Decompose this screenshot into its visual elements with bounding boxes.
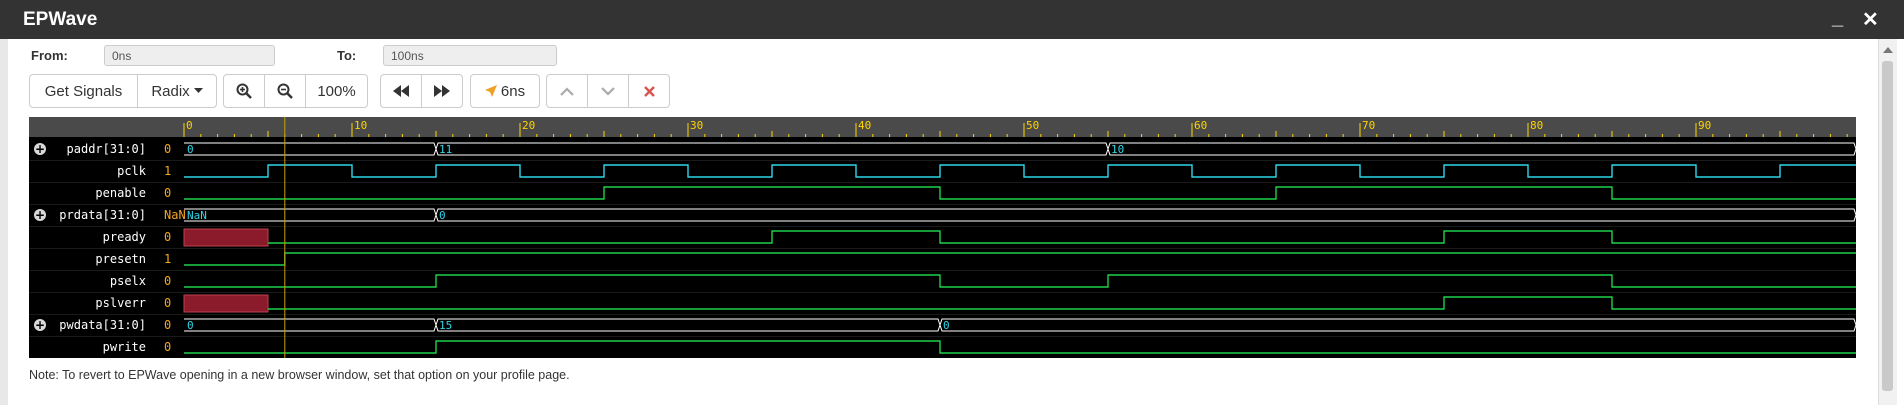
signal-value: 1	[164, 164, 172, 178]
radix-label: Radix	[151, 82, 190, 100]
chevron-down-icon	[601, 87, 615, 96]
ruler-label: 90	[1698, 119, 1712, 132]
signal-trace	[184, 341, 1856, 353]
signals-group	[29, 74, 217, 108]
signal-value: 0	[164, 340, 172, 354]
previous-edge-button[interactable]	[380, 74, 422, 108]
unknown-value-region	[184, 229, 268, 246]
ruler-label: 10	[354, 119, 368, 132]
profile-note: Note: To revert to EPWave opening in a new browser window, set that option on your profile page.	[29, 368, 570, 382]
bus-segment	[436, 319, 940, 331]
minimize-button[interactable]: _	[1832, 7, 1844, 29]
marker-up-button[interactable]	[546, 74, 588, 108]
bus-segment	[184, 319, 436, 331]
chevron-up-icon	[560, 87, 574, 96]
signal-value: NaN	[164, 208, 186, 222]
bus-value-label: NaN	[187, 209, 207, 222]
zoom-group	[223, 74, 368, 108]
signal-value: 0	[164, 142, 172, 156]
close-icon	[644, 86, 655, 97]
bus-segment	[184, 143, 436, 155]
ruler-label: 50	[1026, 119, 1040, 132]
left-edge	[0, 39, 8, 405]
marker-delete-button[interactable]	[628, 74, 670, 108]
signal-trace	[184, 165, 1856, 177]
signal-name[interactable]: pwdata[31:0]	[59, 318, 146, 332]
signal-value: 0	[164, 274, 172, 288]
signal-trace	[268, 297, 1856, 309]
signal-value: 0	[164, 296, 172, 310]
ruler-label: 40	[858, 119, 872, 132]
radix-dropdown[interactable]	[137, 74, 217, 108]
bus-segment	[184, 209, 436, 221]
vertical-scrollbar[interactable]	[1878, 39, 1897, 405]
caret-down-icon	[194, 88, 203, 94]
signal-name[interactable]: pclk	[117, 164, 146, 178]
bus-segment	[1108, 143, 1856, 155]
get-signals-button[interactable]: Get Signals	[29, 74, 138, 108]
to-input[interactable]	[383, 45, 557, 66]
signal-trace	[184, 187, 1856, 199]
marker-group	[546, 74, 670, 108]
zoom-out-icon	[277, 83, 293, 99]
ruler-label: 80	[1530, 119, 1544, 132]
signal-name[interactable]: pready	[102, 230, 146, 244]
bus-value-label: 0	[187, 319, 194, 332]
navigate-group	[380, 74, 463, 108]
expand-bus-icon[interactable]: +	[34, 142, 46, 156]
from-input[interactable]	[104, 45, 275, 66]
location-arrow-icon	[485, 85, 497, 97]
marker-down-button[interactable]	[587, 74, 629, 108]
bus-value-label: 0	[187, 143, 194, 156]
next-edge-button[interactable]	[421, 74, 463, 108]
cursor-group	[470, 74, 540, 108]
window-title: EPWave	[23, 9, 98, 30]
signal-trace	[268, 231, 1856, 243]
waveform-viewer[interactable]	[29, 117, 1856, 358]
scroll-thumb[interactable]	[1882, 61, 1893, 391]
signal-name[interactable]: pselx	[109, 274, 146, 288]
signal-name[interactable]: pslverr	[95, 296, 146, 310]
signal-trace	[184, 275, 1856, 287]
ruler-label: 20	[522, 119, 536, 132]
title-bar	[0, 0, 1904, 39]
zoom-in-button[interactable]	[223, 74, 265, 108]
fast-forward-icon	[434, 85, 450, 97]
signal-value: 0	[164, 318, 172, 332]
bus-value-label: 11	[439, 143, 453, 156]
signal-value: 1	[164, 252, 172, 266]
bus-segment	[436, 143, 1108, 155]
fast-backward-icon	[393, 85, 409, 97]
expand-bus-icon[interactable]: +	[34, 318, 46, 332]
bus-value-label: 15	[439, 319, 453, 332]
ruler-label: 0	[186, 119, 193, 132]
signal-trace	[184, 253, 1856, 265]
signal-value: 0	[164, 230, 172, 244]
cursor-time-button[interactable]	[470, 74, 540, 108]
zoom-in-icon	[236, 83, 252, 99]
ruler-label: 70	[1362, 119, 1376, 132]
scroll-up-icon[interactable]	[1883, 47, 1893, 53]
signal-name[interactable]: prdata[31:0]	[59, 208, 146, 222]
cursor-time-label: 6ns	[500, 82, 526, 100]
ruler-label: 60	[1194, 119, 1208, 132]
from-label: From:	[31, 48, 68, 63]
close-button[interactable]: ✕	[1862, 9, 1879, 31]
bus-segment	[940, 319, 1856, 331]
unknown-value-region	[184, 295, 268, 312]
bus-value-label: 0	[943, 319, 950, 332]
bus-segment	[436, 209, 1856, 221]
signal-name[interactable]: penable	[95, 186, 146, 200]
ruler-label: 30	[690, 119, 704, 132]
waveform-plot[interactable]	[29, 117, 1856, 358]
signal-value: 0	[164, 186, 172, 200]
signal-name[interactable]: pwrite	[102, 340, 146, 354]
to-label: To:	[337, 48, 357, 63]
expand-bus-icon[interactable]: +	[34, 208, 46, 222]
zoom-out-button[interactable]	[264, 74, 306, 108]
bus-value-label: 0	[439, 209, 446, 222]
signal-name[interactable]: presetn	[95, 252, 146, 266]
signal-name[interactable]: paddr[31:0]	[66, 142, 146, 156]
zoom-level-button[interactable]: 100%	[305, 74, 368, 108]
bus-value-label: 10	[1111, 143, 1125, 156]
